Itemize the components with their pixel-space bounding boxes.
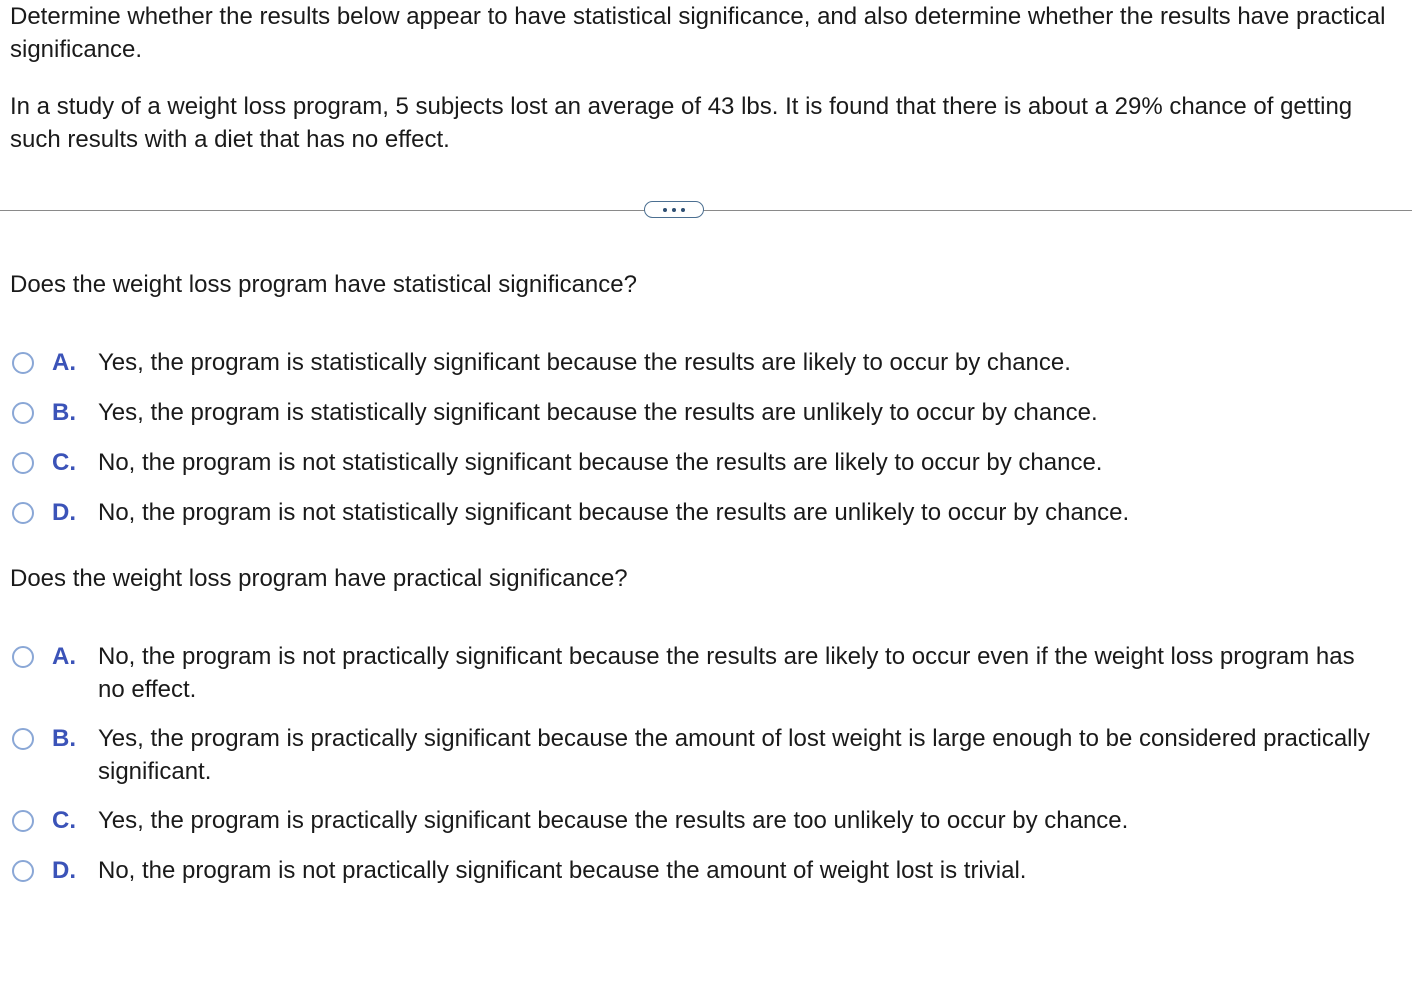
ellipsis-icon: [663, 208, 667, 212]
question-1-text: Does the weight loss program have statistical significance?: [10, 271, 637, 298]
q1-option-b[interactable]: [12, 396, 1372, 429]
scenario-text: In a study of a weight loss program, 5 subjects lost an average of 43 lbs. It is found that there is about a 29% chance of getting such results with a diet that has no effect.: [10, 93, 1353, 153]
radio-button[interactable]: [12, 860, 34, 882]
radio-button[interactable]: [12, 452, 34, 474]
option-letter: D.: [52, 499, 76, 526]
radio-button[interactable]: [12, 402, 34, 424]
section-divider: [0, 210, 1412, 211]
radio-button[interactable]: [12, 810, 34, 832]
option-letter: C.: [52, 807, 76, 834]
option-letter: B.: [52, 725, 76, 752]
option-text: No, the program is not statistically significant because the results are likely to occur by chance.: [98, 449, 1103, 476]
option-letter: A.: [52, 349, 76, 376]
option-text: No, the program is not practically significant because the amount of weight lost is trivial.: [98, 857, 1027, 884]
option-letter: A.: [52, 643, 76, 670]
q2-option-a[interactable]: [12, 640, 1372, 706]
option-text: No, the program is not statistically significant because the results are unlikely to occur by chance.: [98, 499, 1130, 526]
option-letter: C.: [52, 449, 76, 476]
q2-option-d[interactable]: [12, 854, 1372, 887]
expand-more-button[interactable]: [644, 201, 704, 218]
radio-button[interactable]: [12, 502, 34, 524]
question-2-text: Does the weight loss program have practical significance?: [10, 565, 628, 592]
q1-option-d[interactable]: [12, 496, 1372, 529]
q1-option-c[interactable]: [12, 446, 1372, 479]
ellipsis-icon: [672, 208, 676, 212]
q2-option-b[interactable]: [12, 722, 1372, 788]
option-text: Yes, the program is statistically significant because the results are likely to occur by chance.: [98, 349, 1071, 376]
q1-option-a[interactable]: [12, 346, 1372, 379]
q2-option-c[interactable]: [12, 804, 1372, 837]
option-letter: D.: [52, 857, 76, 884]
option-text: Yes, the program is statistically significant because the results are unlikely to occur by chance.: [98, 399, 1098, 426]
option-text: No, the program is not practically significant because the results are likely to occur even if the weight loss program has no effect.: [98, 643, 1355, 703]
option-letter: B.: [52, 399, 76, 426]
radio-button[interactable]: [12, 728, 34, 750]
option-text: Yes, the program is practically significant because the amount of lost weight is large enough to be considered practically significant.: [98, 725, 1370, 785]
option-text: Yes, the program is practically significant because the results are too unlikely to occur by chance.: [98, 807, 1129, 834]
radio-button[interactable]: [12, 646, 34, 668]
instructions-text: Determine whether the results below appear to have statistical significance, and also determine whether the results have practical significance.: [10, 3, 1386, 63]
ellipsis-icon: [681, 208, 685, 212]
radio-button[interactable]: [12, 352, 34, 374]
